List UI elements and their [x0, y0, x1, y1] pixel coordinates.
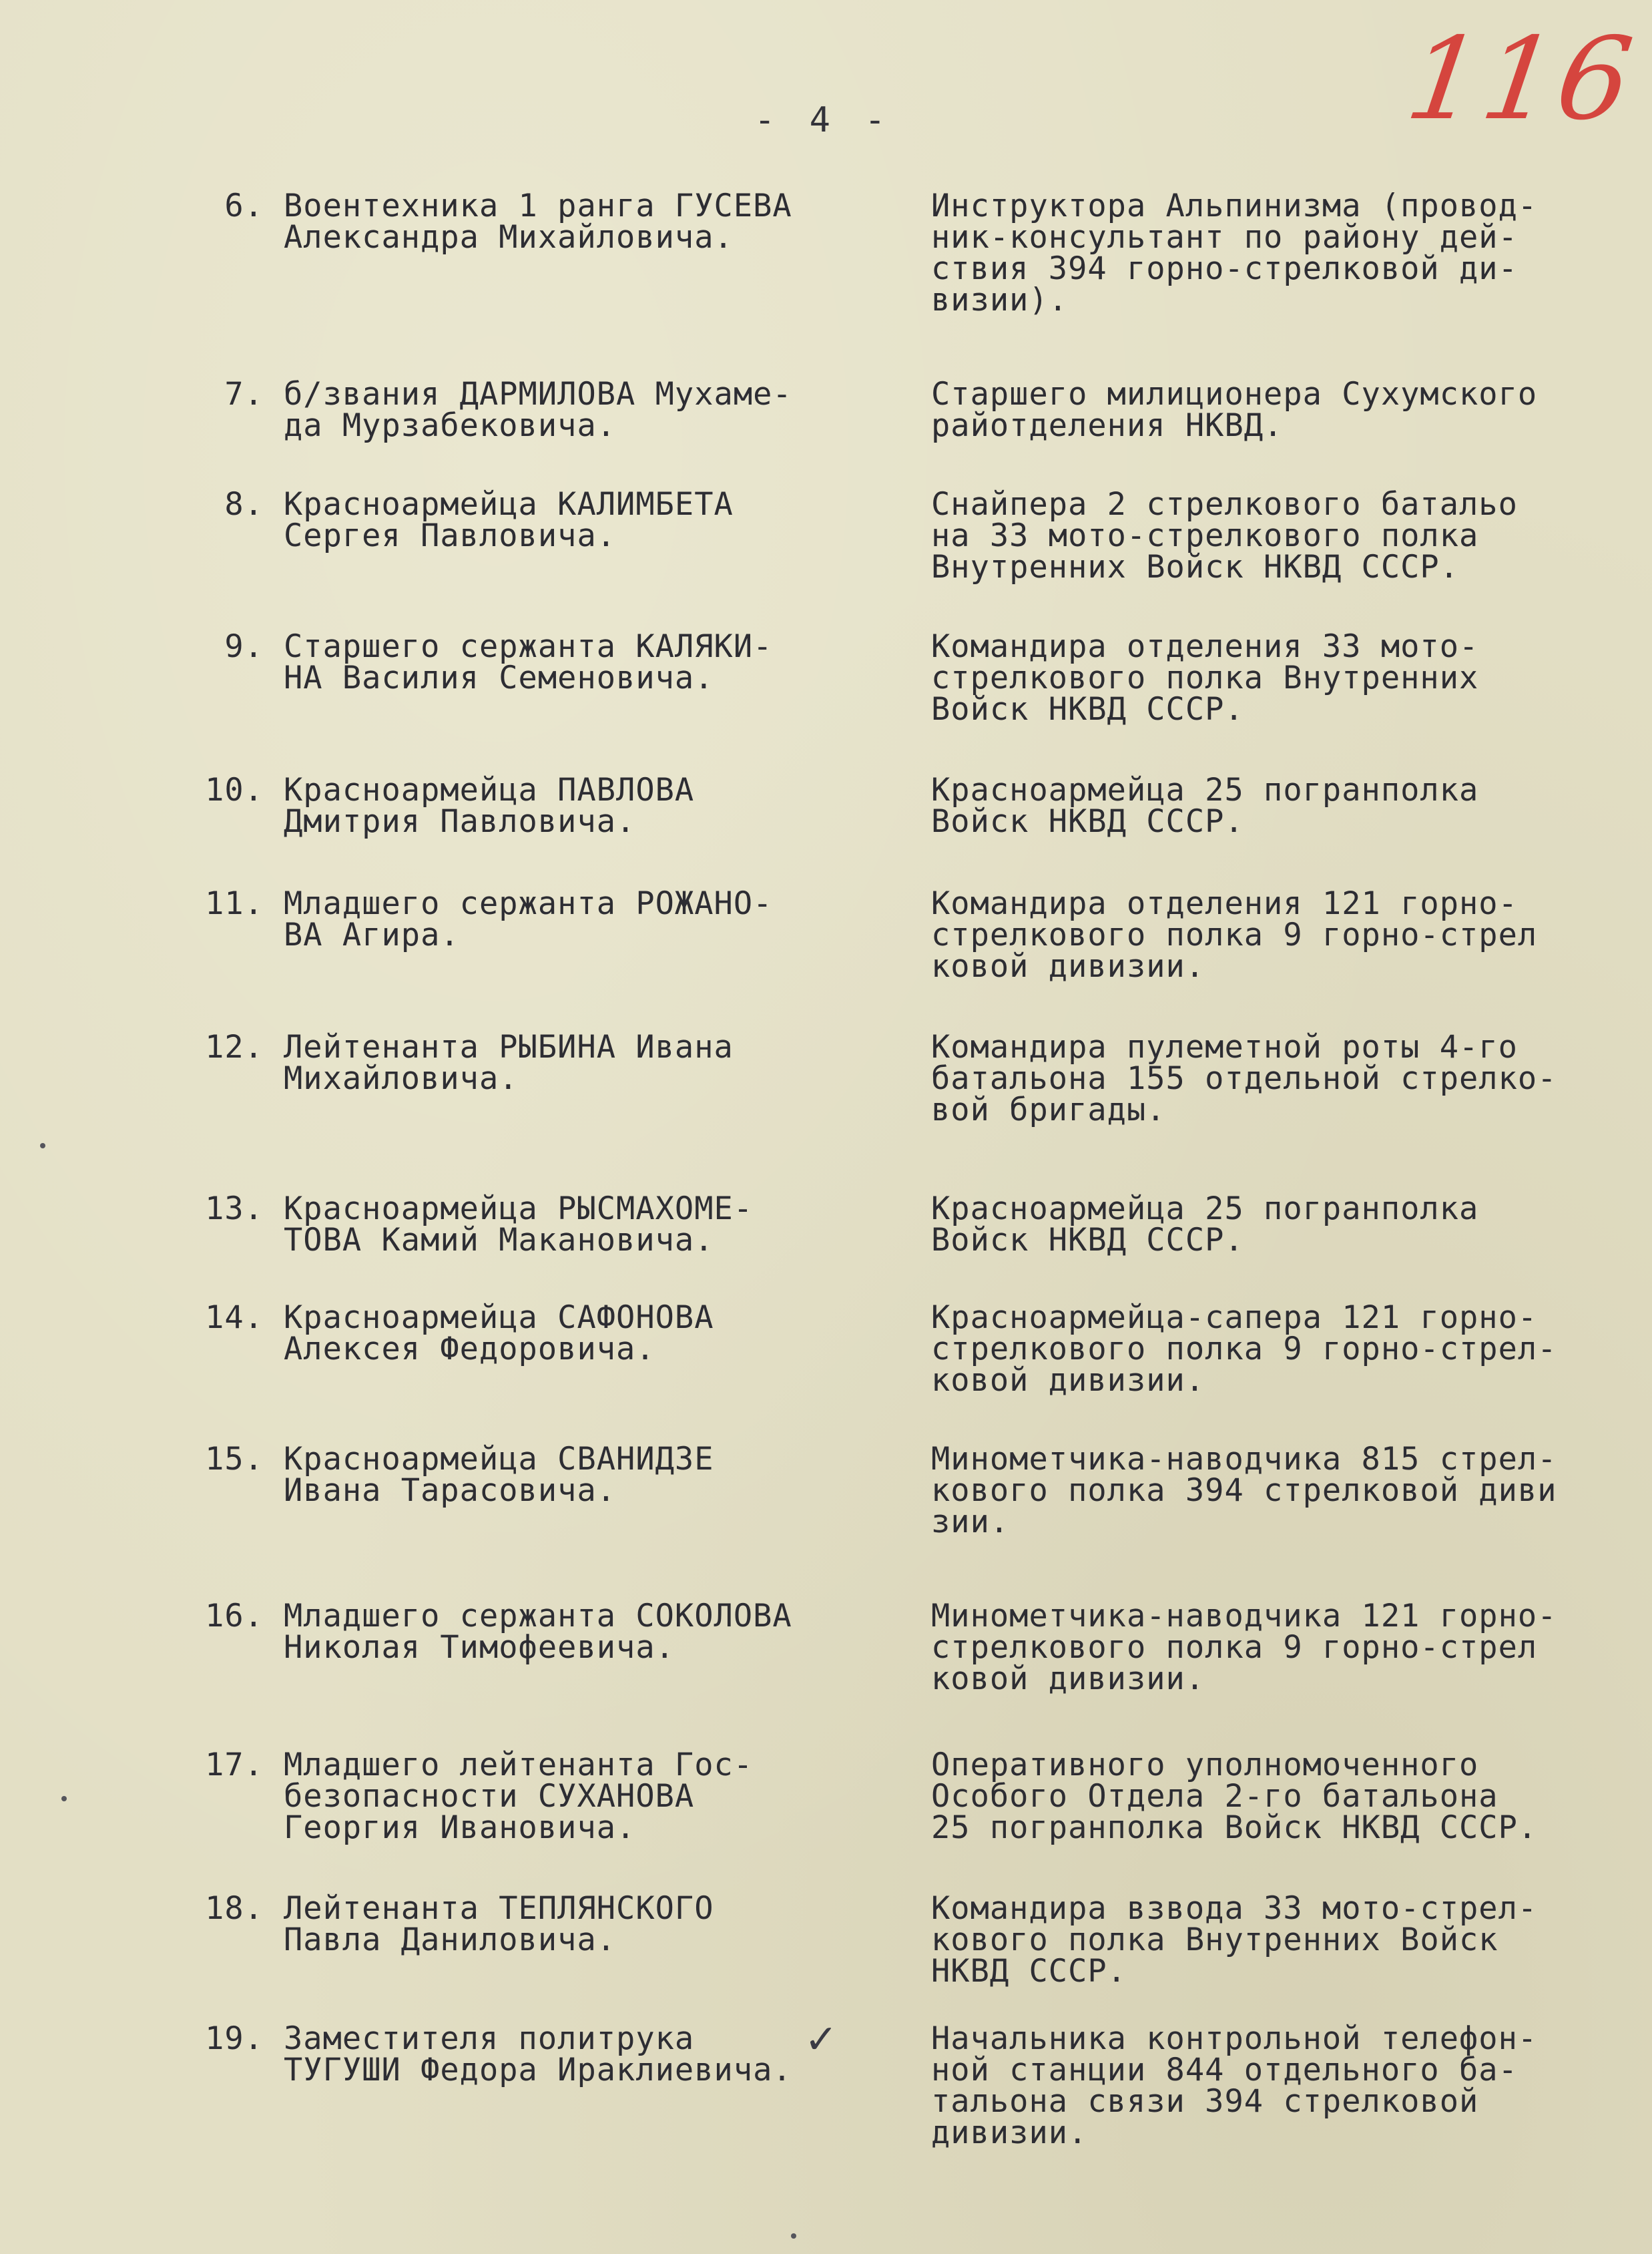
entry-name: Красноармейца РЫСМАХОМЕ- ТОВА Камий Макановича. [284, 1190, 754, 1259]
entry-name: Красноармейца КАЛИМБЕТА Сергея Павловича. [284, 486, 734, 554]
entry-position: Командира отделения 121 горно- стрелкового полка 9 горно-стрел ковой дивизии. [931, 885, 1538, 985]
entry-number: 12. [205, 1029, 264, 1066]
entry-name: б/звания ДАРМИЛОВА Мухаме- да Мурзабековича. [284, 376, 792, 444]
entry-number: 7. [224, 376, 264, 413]
entry-number: 8. [224, 486, 264, 523]
page-number: - 4 - [754, 100, 892, 140]
entry-number: 10. [205, 772, 264, 809]
entry-position: Красноармейца 25 погранполка Войск НКВД СССР. [931, 772, 1479, 840]
entry-number: 17. [205, 1747, 264, 1783]
entry-number: 9. [224, 628, 264, 665]
entry-position: Красноармейца-сапера 121 горно- стрелкового полка 9 горно-стрел- ковой дивизии. [931, 1299, 1557, 1399]
entry-position: Оперативного уполномоченного Особого Отдела 2-го батальона 25 погранполка Войск НКВД СССР. [931, 1747, 1538, 1846]
entry-position: Командира взвода 33 мото-стрел- кового полка Внутренних Войск НКВД СССР. [931, 1890, 1538, 1990]
entry-position: Снайпера 2 стрелкового батальо на 33 мото-стрелкового полка Внутренних Войск НКВД СССР. [931, 486, 1518, 586]
entry-position: Старшего милиционера Сухумского райотделения НКВД. [931, 376, 1538, 444]
entry-position: Минометчика-наводчика 121 горно- стрелкового полка 9 горно-стрел ковой дивизии. [931, 1598, 1557, 1697]
margin-mark [40, 1143, 45, 1148]
archive-sheet-number: 116 [1399, 13, 1643, 146]
entry-name: Воентехника 1 ранга ГУСЕВА Александра Михайловича. [284, 188, 792, 256]
entry-position: Начальника контрольной телефон- ной станции 844 отдельного ба- тальона связи 394 стрелковой дивизии. [931, 2020, 1538, 2151]
entry-position: Минометчика-наводчика 815 стрел- кового полка 394 стрелковой диви зии. [931, 1441, 1557, 1540]
margin-mark [61, 1796, 67, 1801]
entry-number: 6. [224, 188, 264, 224]
entry-number: 16. [205, 1598, 264, 1634]
entry-name: Младшего сержанта СОКОЛОВА Николая Тимофеевича. [284, 1598, 792, 1666]
entry-name: Младшего лейтенанта Гос- безопасности СУХАНОВА Георгия Ивановича. [284, 1747, 754, 1846]
entry-name: Заместителя политрука ТУГУШИ Федора Ираклиевича. [284, 2020, 792, 2088]
entry-number: 18. [205, 1890, 264, 1927]
entry-name: Красноармейца САФОНОВА Алексея Федоровича. [284, 1299, 714, 1367]
entry-number: 13. [205, 1190, 264, 1227]
entry-position: Командира отделения 33 мото- стрелкового полка Внутренних Войск НКВД СССР. [931, 628, 1479, 728]
check-mark-icon: ✓ [804, 2016, 838, 2063]
entry-name: Старшего сержанта КАЛЯКИ- НА Василия Семеновича. [284, 628, 773, 696]
entry-number: 15. [205, 1441, 264, 1478]
entry-position: Красноармейца 25 погранполка Войск НКВД СССР. [931, 1190, 1479, 1259]
entry-name: Лейтенанта РЫБИНА Ивана Михайловича. [284, 1029, 734, 1097]
entry-name: Младшего сержанта РОЖАНО- ВА Агира. [284, 885, 773, 953]
entry-name: Лейтенанта ТЕПЛЯНСКОГО Павла Даниловича. [284, 1890, 714, 1958]
entry-number: 19. [205, 2020, 264, 2057]
entry-position: Инструктора Альпинизма (провод- ник-консультант по району дей- ствия 394 горно-стрелковой ди- визии). [931, 188, 1538, 318]
entry-number: 11. [205, 885, 264, 922]
entry-position: Командира пулеметной роты 4-го батальона 155 отдельной стрелко- вой бригады. [931, 1029, 1557, 1128]
entry-name: Красноармейца СВАНИДЗЕ Ивана Тарасовича. [284, 1441, 714, 1509]
entry-name: Красноармейца ПАВЛОВА Дмитрия Павловича. [284, 772, 695, 840]
margin-mark [791, 2233, 796, 2239]
entry-number: 14. [205, 1299, 264, 1336]
